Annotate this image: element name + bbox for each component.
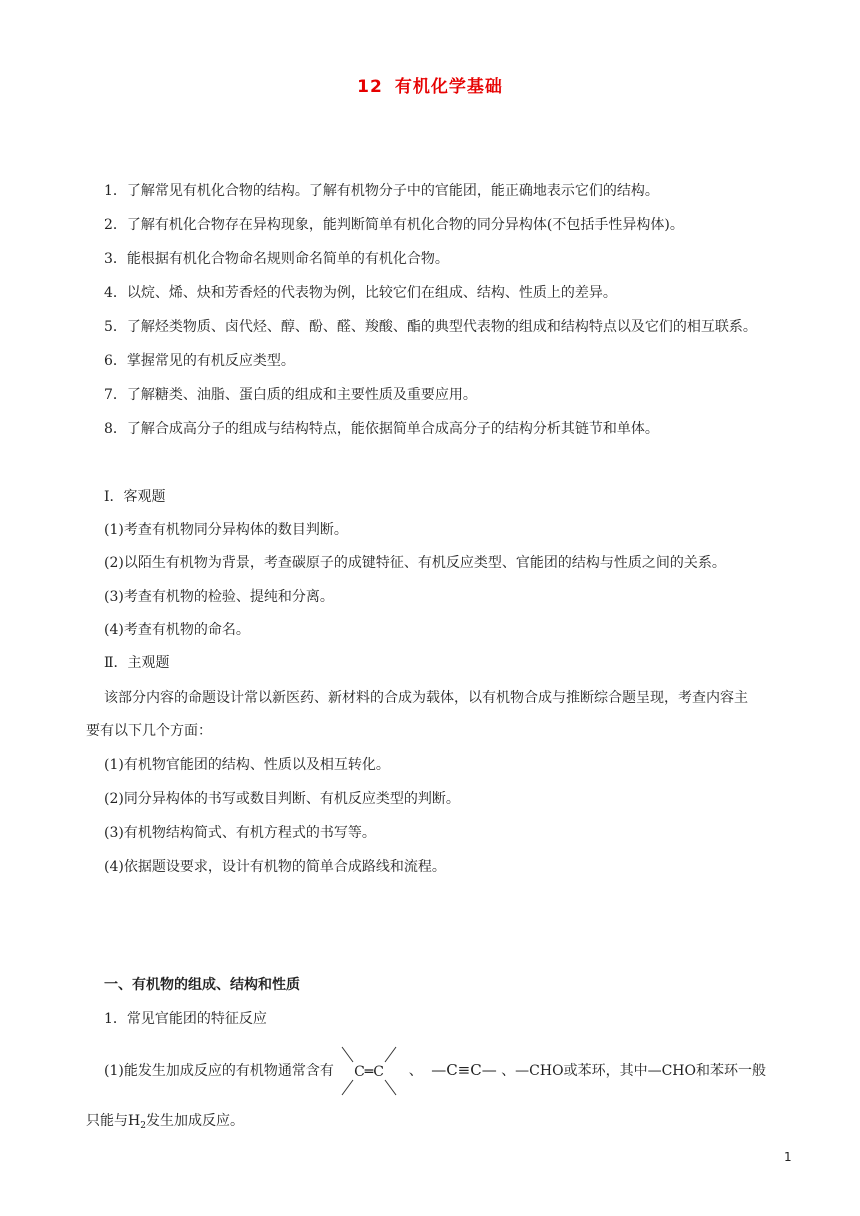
line2-prefix: 只能与H — [86, 1113, 141, 1129]
para-prefix: (1)能发生加成反应的有机物通常含有 — [104, 1063, 334, 1079]
line2-suffix: 发生加成反应。 — [145, 1113, 244, 1129]
subjective-section-heading: Ⅱ．主观题 — [104, 655, 170, 671]
addition-reaction-line2 — [86, 1111, 244, 1136]
objective-8: 8．了解合成高分子的组成与结构特点，能依据简单合成高分子的结构分析其链节和单体。 — [104, 421, 659, 437]
subjective-intro-line2: 要有以下几个方面： — [86, 723, 212, 739]
objective-section-heading: Ⅰ．客观题 — [104, 489, 166, 505]
objective-1: 1．了解常见有机化合物的结构。了解有机物分子中的官能团，能正确地表示它们的结构。 — [104, 183, 659, 199]
addition-reaction-paragraph — [104, 1042, 766, 1099]
objective-6: 6．掌握常见的有机反应类型。 — [104, 353, 295, 369]
para-suffix: 、—CHO或苯环，其中—CHO和苯环一般 — [501, 1063, 766, 1079]
section-one-subheading: 1．常见官能团的特征反应 — [104, 1011, 267, 1027]
page-number: 1 — [784, 1150, 792, 1164]
objective-7: 7．了解糖类、油脂、蛋白质的组成和主要性质及重要应用。 — [104, 387, 477, 403]
h2-subscript: 2 — [140, 1121, 146, 1131]
page-title — [0, 72, 860, 97]
separator: 、 — [408, 1063, 423, 1079]
objective-4: 4．以烷、烯、炔和芳香烃的代表物为例，比较它们在组成、结构、性质上的差异。 — [104, 285, 617, 301]
objective-item-1: (1)考查有机物同分异构体的数目判断。 — [104, 522, 348, 538]
objective-item-2: (2)以陌生有机物为背景，考查碳原子的成键特征、有机反应类型、官能团的结构与性质之间的关系。 — [104, 555, 726, 571]
objective-3: 3．能根据有机化合物命名规则命名简单的有机化合物。 — [104, 251, 449, 267]
alkene-label: C═C — [354, 1064, 385, 1080]
objective-2: 2．了解有机化合物存在异构现象，能判断简单有机化合物的同分异构体(不包括手性异构体)。 — [104, 217, 684, 233]
alkyne-structure: —C≡C— — [431, 1061, 497, 1079]
alkene-structure — [338, 1044, 400, 1098]
objective-item-4: (4)考查有机物的命名。 — [104, 622, 250, 638]
section-one-heading: 一、有机物的组成、结构和性质 — [104, 977, 300, 993]
subjective-item-1: (1)有机物官能团的结构、性质以及相互转化。 — [104, 757, 390, 773]
chapter-number: 12 — [357, 77, 383, 97]
subjective-item-2: (2)同分异构体的书写或数目判断、有机反应类型的判断。 — [104, 791, 460, 807]
objective-item-3: (3)考查有机物的检验、提纯和分离。 — [104, 589, 334, 605]
chapter-title: 有机化学基础 — [394, 77, 503, 97]
subjective-item-4: (4)依据题设要求，设计有机物的简单合成路线和流程。 — [104, 859, 446, 875]
subjective-item-3: (3)有机物结构简式、有机方程式的书写等。 — [104, 825, 376, 841]
subjective-intro-line1: 该部分内容的命题设计常以新医药、新材料的合成为载体，以有机物合成与推断综合题呈现，考查内容主 — [104, 690, 748, 706]
objective-5: 5．了解烃类物质、卤代烃、醇、酚、醛、羧酸、酯的典型代表物的组成和结构特点以及它们的相互联系。 — [104, 319, 757, 335]
